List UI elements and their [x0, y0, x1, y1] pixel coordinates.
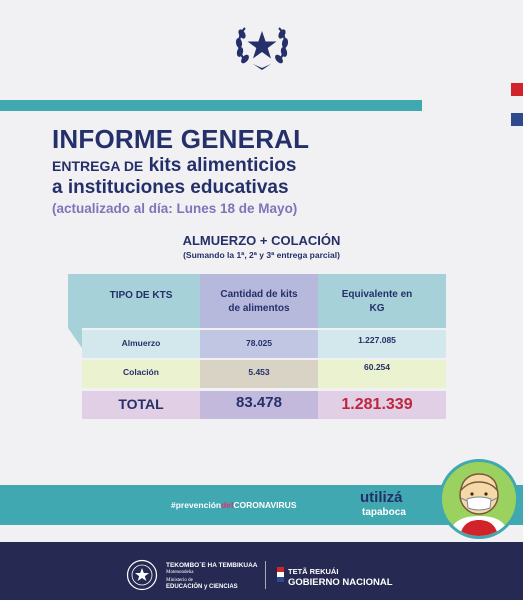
footer-ministry-line-1: TEKOMBO´E HA TEMBIKUAA: [166, 562, 258, 569]
hashtag-part-2: del: [221, 500, 234, 510]
footer-ministry-line-3: Ministerio de: [166, 578, 193, 583]
headline-kits: kits alimenticios: [148, 155, 297, 176]
header-kits-line1: Cantidad de kits: [220, 289, 298, 300]
flag-stripe-red: [511, 83, 523, 96]
update-note: (actualizado al día: Lunes 18 de Mayo): [52, 201, 298, 216]
hashtag-part-3: CORONAVIRUS: [233, 500, 297, 510]
cell-kits-almuerzo: 78.025: [246, 338, 272, 348]
cell-kg-colacion: 60.254: [364, 362, 390, 372]
header-tipo: TIPO DE KTS: [109, 290, 173, 301]
cell-kg-almuerzo: 1.227.085: [358, 335, 396, 345]
header-kg: [318, 288, 436, 316]
top-accent-bar: [0, 100, 422, 111]
footer-brand-line-1: TETÃ REKUÁI: [288, 567, 339, 576]
footer-divider: [265, 561, 266, 589]
flag-icon: [277, 567, 284, 582]
cta-tapaboca: tapaboca: [362, 507, 406, 518]
footer-ministry-line-4: EDUCACIÓN y CIENCIAS: [166, 584, 238, 590]
section-subtitle: (Sumando la 1ª, 2ª y 3ª entrega parcial): [183, 250, 340, 260]
star-wreath-emblem-icon: [231, 14, 293, 76]
cell-total-kits: 83.478: [236, 394, 282, 411]
headline: [52, 125, 492, 218]
cell-total-label: TOTAL: [118, 396, 164, 412]
table-fold-corner: [68, 328, 82, 348]
hashtag-text: [171, 500, 296, 510]
cell-kits-colacion: 5.453: [248, 367, 270, 377]
headline-line-2: [52, 155, 492, 177]
header-kits-line2: de alimentos: [228, 303, 290, 314]
header-kg-line1: Equivalente en: [341, 289, 413, 300]
child-with-mask-icon: [439, 459, 519, 539]
cell-type-colacion: Colación: [123, 367, 159, 377]
cell-type-almuerzo: Almuerzo: [121, 338, 161, 348]
flag-stripe-blue: [511, 113, 523, 126]
footer: [0, 542, 523, 600]
government-seal-icon: [126, 559, 158, 591]
footer-brand-line-2: GOBIERNO NACIONAL: [288, 577, 393, 588]
child-with-mask-svg: [442, 462, 516, 536]
headline-line-3: a instituciones educativas: [52, 177, 289, 198]
hashtag-part-1: #prevención: [171, 500, 222, 510]
cell-total-kg: 1.281.339: [341, 396, 413, 413]
headline-prefix: ENTREGA DE: [52, 158, 144, 174]
header-kg-line2: KG: [369, 303, 385, 314]
page-title: INFORME GENERAL: [52, 124, 310, 154]
section-title: ALMUERZO + COLACIÓN: [182, 233, 341, 248]
header-kits: [200, 288, 318, 316]
cta-utiliza: utilizá: [360, 489, 403, 506]
footer-ministry-line-2: Motenondeha: [166, 570, 194, 575]
